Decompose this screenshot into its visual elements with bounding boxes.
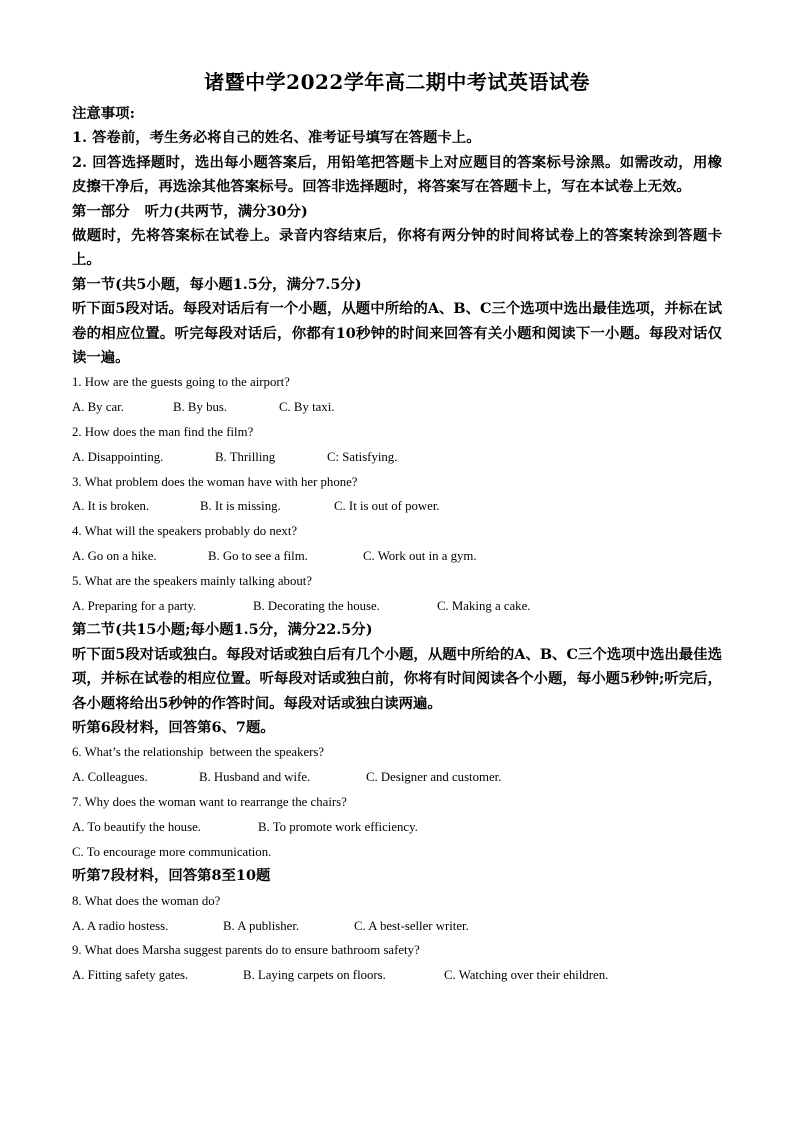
section2-heading: 第二节(共15小题;每小题1.5分，满分22.5分) xyxy=(72,621,373,639)
option-a: A. It is broken. xyxy=(72,499,150,514)
option-a: A. By car. xyxy=(72,400,124,415)
option-a: A. Disappointing. xyxy=(72,449,164,464)
option-b: B. To promote work efficiency. xyxy=(258,819,418,834)
question-text: 4. What will the speakers probably do next? xyxy=(72,524,298,539)
option-row xyxy=(72,765,722,790)
question-text: 1. How are the guests going to the airport? xyxy=(72,375,290,390)
question-text: 7. Why does the woman want to rearrange the chairs? xyxy=(72,795,347,810)
option-row xyxy=(72,914,722,939)
notice-heading: 注意事项: xyxy=(72,105,135,122)
material-heading: 听第7段材料，回答第8至10题 xyxy=(72,867,271,885)
option-c: C. It is out of power. xyxy=(334,499,440,514)
option-b: B. Go to see a film. xyxy=(208,549,308,564)
option-c: C. Watching over their ehildren. xyxy=(444,968,609,983)
section2-instruction: 听下面5段对话或独白。每段对话或独白后有几个小题，从题中所给的A、B、C三个选项中选出最佳选项，并标在试卷的相应位置。听每段对话或独白前，你将有时间阅读各个小题，每小题5秒钟;听完后，各小题将给出5秒钟的作答时间。每段对话或独白读两遍。 xyxy=(72,645,722,712)
section1-heading: 第一节(共5小题，每小题1.5分，满分7.5分) xyxy=(72,275,362,293)
option-row xyxy=(72,494,722,519)
option-a: A. A radio hostess. xyxy=(72,918,169,933)
option-a: A. Go on a hike. xyxy=(72,549,157,564)
section1-instruction: 听下面5段对话。每段对话后有一个小题，从题中所给的A、B、C三个选项中选出最佳选项，并标在试卷的相应位置。听完每段对话后，你都有10秒钟的时间来回答有关小题和阅读下一小题。每段对话仅读一遍。 xyxy=(72,300,722,367)
question-text: 2. How does the man find the film? xyxy=(72,425,254,440)
question-text: 3. What problem does the woman have with her phone? xyxy=(72,474,358,489)
option-b: B. Thrilling xyxy=(215,449,276,464)
option-c: C: Satisfying. xyxy=(327,449,398,464)
option-row xyxy=(72,815,722,840)
notice-item: 1. 答卷前，考生务必将自己的姓名、准考证号填写在答题卡上。 xyxy=(72,129,481,147)
question-text: 8. What does the woman do? xyxy=(72,893,221,908)
option-a: A. Fitting safety gates. xyxy=(72,968,189,983)
material-heading: 听第6段材料，回答第6、7题。 xyxy=(72,719,275,737)
exam-page xyxy=(72,66,722,988)
question-text: 5. What are the speakers mainly talking about? xyxy=(72,573,312,588)
option-c: C. By taxi. xyxy=(279,400,335,415)
exam-title: 诸暨中学2022学年高二期中考试英语试卷 xyxy=(204,70,590,94)
option-a: A. To beautify the house. xyxy=(72,819,201,834)
option-a: A. Colleagues. xyxy=(72,770,148,785)
notice-item: 2. 回答选择题时，选出每小题答案后，用铅笔把答题卡上对应题目的答案标号涂黑。如需改动，用橡皮擦干净后，再选涂其他答案标号。回答非选择题时，将答案写在答题卡上，写在本试卷上无效。 xyxy=(72,153,722,196)
option-c: C. A best-seller writer. xyxy=(354,918,469,933)
option-b: B. Decorating the house. xyxy=(253,598,380,613)
option-c: C. To encourage more communication. xyxy=(72,844,272,859)
option-b: B. By bus. xyxy=(173,400,228,415)
option-row xyxy=(72,445,722,470)
option-row xyxy=(72,840,722,865)
option-row xyxy=(72,963,722,988)
option-b: B. Laying carpets on floors. xyxy=(243,968,386,983)
option-c: C. Designer and customer. xyxy=(366,770,502,785)
option-row xyxy=(72,594,722,619)
question-text: 6. What’s the relationship between the speakers? xyxy=(72,745,325,760)
option-b: B. A publisher. xyxy=(223,918,300,933)
option-c: C. Work out in a gym. xyxy=(363,549,477,564)
option-b: B. It is missing. xyxy=(200,499,281,514)
question-text: 9. What does Marsha suggest parents do to ensure bathroom safety? xyxy=(72,943,420,958)
option-a: A. Preparing for a party. xyxy=(72,598,197,613)
option-c: C. Making a cake. xyxy=(437,598,531,613)
part1-instruction: 做题时，先将答案标在试卷上。录音内容结束后，你将有两分钟的时间将试卷上的答案转涂到答题卡上。 xyxy=(72,227,722,269)
option-row xyxy=(72,395,722,420)
option-b: B. Husband and wife. xyxy=(199,770,311,785)
option-row xyxy=(72,544,722,569)
part1-heading: 第一部分 听力(共两节，满分30分) xyxy=(72,202,308,220)
